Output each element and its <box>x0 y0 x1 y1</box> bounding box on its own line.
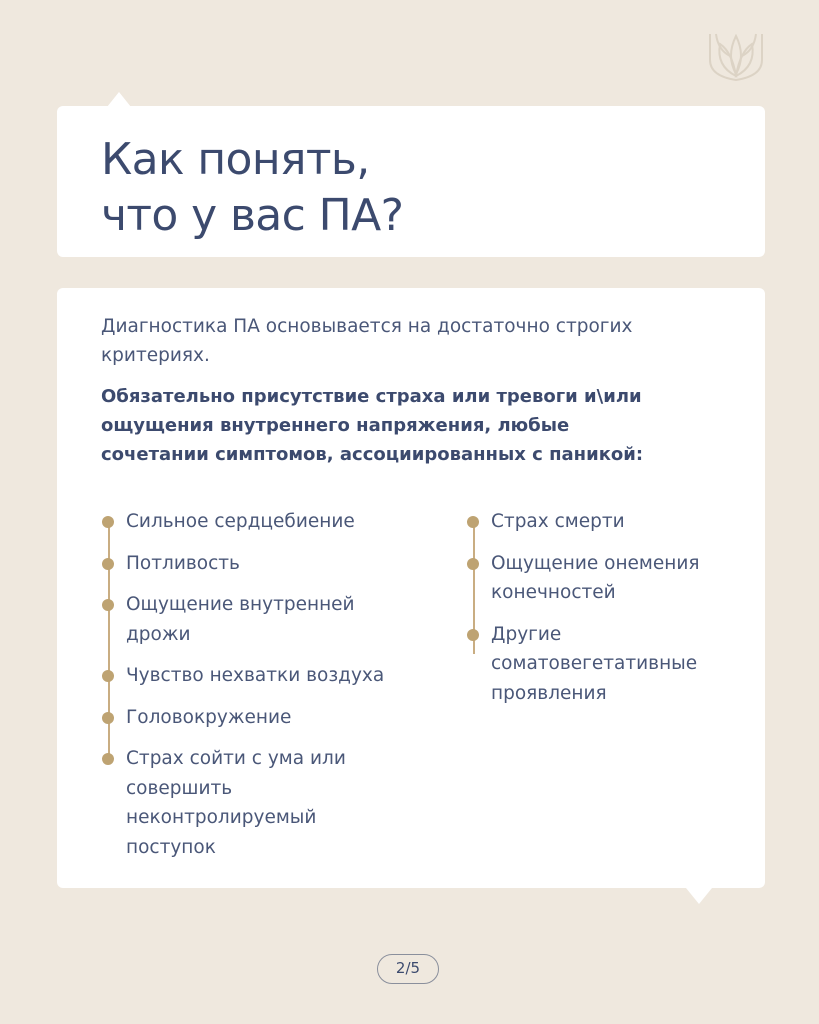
list-item <box>126 549 426 579</box>
list-item-text: Страх смерти <box>491 511 625 532</box>
title-card-pointer <box>107 92 131 107</box>
symptom-list-right <box>491 507 731 720</box>
emphasis-text <box>101 382 721 469</box>
list-item-text: Страх сойти с ума или совершить неконтролируемый поступок <box>126 748 346 858</box>
bullet-dot-icon <box>102 670 114 682</box>
list-item <box>491 620 706 709</box>
bullet-dot-icon <box>467 558 479 570</box>
bullet-dot-icon <box>102 558 114 570</box>
list-item-text: Потливость <box>126 552 240 574</box>
bullet-dot-icon <box>467 516 479 528</box>
content-card-pointer <box>686 888 712 904</box>
list-item <box>126 703 426 733</box>
page-title <box>101 132 403 244</box>
emphasis-line-2: ощущения внутреннего напряжения, любые <box>101 415 570 436</box>
list-item <box>126 590 366 649</box>
page-title-line-2: что у вас ПА? <box>101 190 404 241</box>
list-item <box>491 549 711 608</box>
bullet-dot-icon <box>102 753 114 765</box>
emphasis-line-1: Обязательно присутствие страха или тревоги и\или <box>101 386 642 407</box>
list-item-text: Головокружение <box>126 706 292 728</box>
bullet-dot-icon <box>467 629 479 641</box>
list-item-text: Другие соматовегетативные проявления <box>491 623 698 704</box>
page-title-line-1: Как понять, <box>101 134 370 185</box>
content-card <box>57 288 765 888</box>
bullet-dot-icon <box>102 516 114 528</box>
title-card <box>57 106 765 257</box>
page-indicator: 2/5 <box>377 954 439 984</box>
list-item <box>491 507 731 537</box>
bullet-dot-icon <box>102 599 114 611</box>
list-item <box>126 507 426 537</box>
list-item-text: Чувство нехватки воздуха <box>126 665 385 686</box>
bullet-dot-icon <box>102 712 114 724</box>
list-item <box>126 661 426 691</box>
list-item-text: Ощущение внутренней дрожи <box>126 594 355 645</box>
list-item-text: Ощущение онемения конечностей <box>491 552 700 603</box>
symptom-list-left <box>126 507 426 874</box>
emphasis-line-3: сочетании симптомов, ассоциированных с паникой: <box>101 444 644 465</box>
lotus-logo-icon <box>706 26 766 82</box>
list-item <box>126 744 356 862</box>
intro-text: Диагностика ПА основывается на достаточно строгих критериях. <box>101 316 633 366</box>
list-item-text: Сильное сердцебиение <box>126 511 355 532</box>
